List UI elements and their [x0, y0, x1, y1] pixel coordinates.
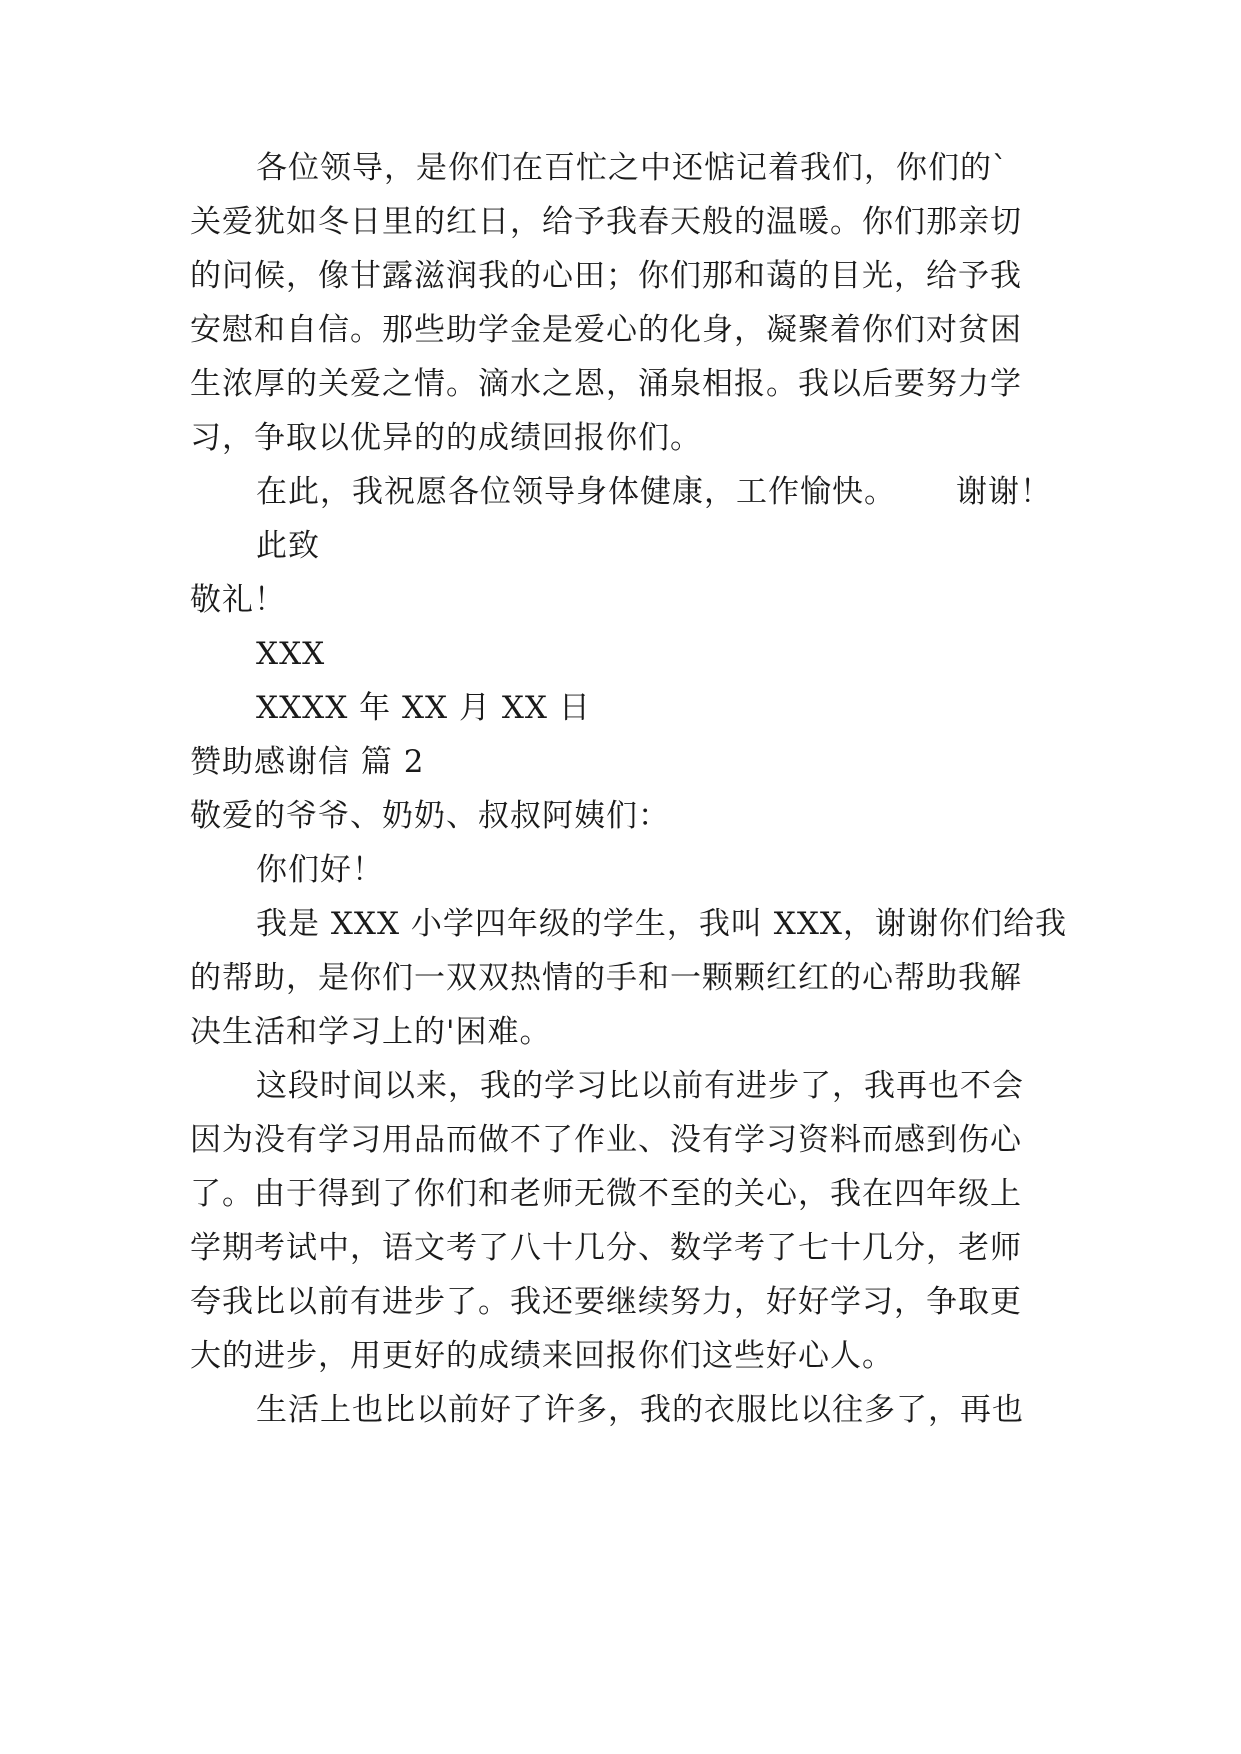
text-line: 因为没有学习用品而做不了作业、没有学习资料而感到伤心	[190, 1122, 1022, 1158]
text-line: 的帮助，是你们一双双热情的手和一颗颗红红的心帮助我解	[190, 960, 1022, 996]
closing-line: 敬礼！	[190, 582, 286, 618]
closing-line: 此致	[256, 528, 320, 564]
text-line: 各位领导，是你们在百忙之中还惦记着我们，你们的`	[256, 150, 1009, 186]
date: XXXX 年 XX 月 XX 日	[256, 690, 591, 726]
text-line: 学期考试中，语文考了八十几分、数学考了七十几分，老师	[190, 1230, 1022, 1266]
text-line: 习，争取以优异的的成绩回报你们。	[190, 420, 702, 456]
signature: XXX	[256, 636, 326, 672]
text-line: 我是 XXX 小学四年级的学生，我叫 XXX，谢谢你们给我	[256, 906, 1067, 942]
section-heading: 赞助感谢信 篇 2	[190, 744, 425, 780]
text-line: 的问候，像甘露滋润我的心田；你们那和蔼的目光，给予我	[190, 258, 1022, 294]
text-line: 决生活和学习上的'困难。	[190, 1014, 552, 1050]
wish-line	[256, 472, 1052, 512]
text-line: 生浓厚的关爱之情。滴水之恩，涌泉相报。我以后要努力学	[190, 366, 1022, 402]
text-line: 生活上也比以前好了许多，我的衣服比以往多了，再也	[256, 1392, 1024, 1428]
text-line: 安慰和自信。那些助学金是爱心的化身，凝聚着你们对贫困	[190, 312, 1022, 348]
salutation: 敬爱的爷爷、奶奶、叔叔阿姨们：	[190, 798, 670, 834]
text-line: 了。由于得到了你们和老师无微不至的关心，我在四年级上	[190, 1176, 1022, 1212]
text-line: 这段时间以来，我的学习比以前有进步了，我再也不会	[256, 1068, 1024, 1104]
wish-text: 在此，我祝愿各位领导身体健康，工作愉快。	[256, 474, 896, 510]
text-line: 大的进步，用更好的成绩来回报你们这些好心人。	[190, 1338, 894, 1374]
text-line: 夸我比以前有进步了。我还要继续努力，好好学习，争取更	[190, 1284, 1022, 1320]
greeting: 你们好！	[256, 852, 384, 888]
thanks-text: 谢谢！	[956, 474, 1052, 510]
text-line: 关爱犹如冬日里的红日，给予我春天般的温暖。你们那亲切	[190, 204, 1022, 240]
